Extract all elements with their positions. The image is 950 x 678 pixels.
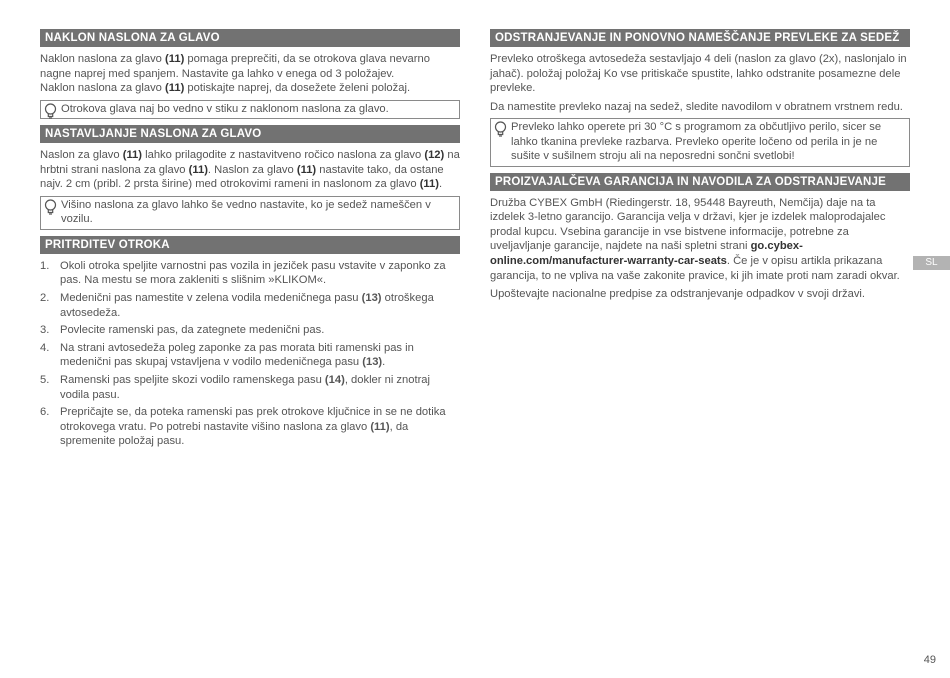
section-title-securing-child: PRITRDITEV OTROKA (40, 236, 460, 254)
right-column (490, 29, 910, 306)
language-tab: SL (913, 256, 950, 270)
lightbulb-icon (44, 103, 57, 119)
note-text: Višino naslona za glavo lahko še vedno nastavite, ko je sedež nameščen v vozilu. (61, 198, 431, 226)
cover-paragraph: Prevleko otroškega avtosedeža sestavljajo 4 deli (naslon za glavo (2x), naslonjalo in jahač). položaj položaj Ko vse pritiskače spustite, lahko odstranite posamezne dele prevleke. (490, 53, 907, 95)
note-text: Otrokova glava naj bo vedno v stiku z naklonom naslona za glavo. (61, 102, 389, 115)
lightbulb-icon (494, 121, 507, 137)
cover-paragraph-2: Da namestite prevleko nazaj na sedež, sledite navodilom v obratnem vrstnem redu. (490, 100, 903, 113)
list-item: 6. Prepričajte se, da poteka ramenski pas prek otrokove ključnice in se ne dotika otrokovega vratu. Po potrebi nastavite višino naslona za glavo (11), da spremenite položaj pasu. (40, 406, 446, 448)
steps-list (40, 259, 460, 449)
lightbulb-icon (44, 199, 57, 215)
headrest-adjust-paragraph: Naslon za glavo (11) lahko prilagodite z nastavitveno ročico naslona za glavo (12) na hrbtni strani naslona za glavo (11). Naslon za glavo (11) nastavite tako, da ostane najv. 2 cm (pribl. 2 prsta širine) med otrokovimi rameni in naslonom za glavo (11). (40, 149, 460, 191)
list-item: 1. Okoli otroka speljite varnostni pas vozila in jeziček pasu vstavite v zaponko za pas. Na mestu se mora zakleniti s slišnim »KLIKOM«. (40, 259, 446, 287)
page-number: 49 (923, 654, 936, 666)
list-item: 2. Medenični pas namestite v zelena vodila medeničnega pasu (13) otroškega avtosedeža. (40, 291, 434, 319)
section-title-headrest-tilt: NAKLON NASLONA ZA GLAVO (40, 29, 460, 47)
note-text: Prevleko lahko operete pri 30 °C s programom za občutljivo perilo, sicer se lahko tkanina prevleke razbarva. Prevleko operite ločeno od perila in je ne sušite v sušilnem stroju ali na neposredni sončni svetlobi! (511, 121, 882, 163)
note-box (490, 118, 910, 166)
list-item: 3. Povlecite ramenski pas, da zategnete medenični pas. (40, 324, 325, 337)
section-title-headrest-adjust: NASTAVLJANJE NASLONA ZA GLAVO (40, 125, 460, 143)
left-column (40, 29, 460, 452)
list-item: 5. Ramenski pas speljite skozi vodilo ramenskega pasu (14), dokler ni znotraj vodila pasu. (40, 373, 431, 401)
disposal-paragraph: Upoštevajte nacionalne predpise za odstranjevanje odpadkov v svoji državi. (490, 288, 866, 301)
note-box (40, 196, 460, 230)
list-item: 4. Na strani avtosedeža poleg zaponke za pas morata biti ramenski pas in medenični pas skupaj vstavljena v vodilo medeničnega pasu (13). (40, 341, 414, 369)
section-title-warranty: PROIZVAJALČEVA GARANCIJA IN NAVODILA ZA ODSTRANJEVANJE (490, 173, 910, 191)
warranty-paragraph: Družba CYBEX GmbH (Riedingerstr. 18, 95448 Bayreuth, Nemčija) daje na ta izdelek 3-letno garancijo. Garancija velja v državi, kjer je izdelek maloprodajalec prodal kupcu. Vsebina garancije in vse bistvene informacije, potrebne za uveljavljanje garancije, najdete na naši spletni strani go.cybex-online.com/manufacturer-warranty-car-seats. Če je v opisu artikla prikazana garancija, to ne vpliva na vaše zakonite pravice, ki jih imate proti nam zaradi okvar. (490, 196, 900, 282)
headrest-tilt-paragraph: Naklon naslona za glavo (11) pomaga preprečiti, da se otrokova glava nevarno nagne naprej med spanjem. Nastavite ga lahko v enega od 3 položajev. Naklon naslona za glavo (11) potiskajte naprej, da dosežete želeni položaj. (40, 53, 430, 95)
warranty-link[interactable]: go.cybex-online.com/manufacturer-warranty-car-seats (490, 240, 803, 267)
note-box (40, 100, 460, 119)
section-title-cover: ODSTRANJEVANJE IN PONOVNO NAMEŠČANJE PREVLEKE ZA SEDEŽ (490, 29, 910, 47)
